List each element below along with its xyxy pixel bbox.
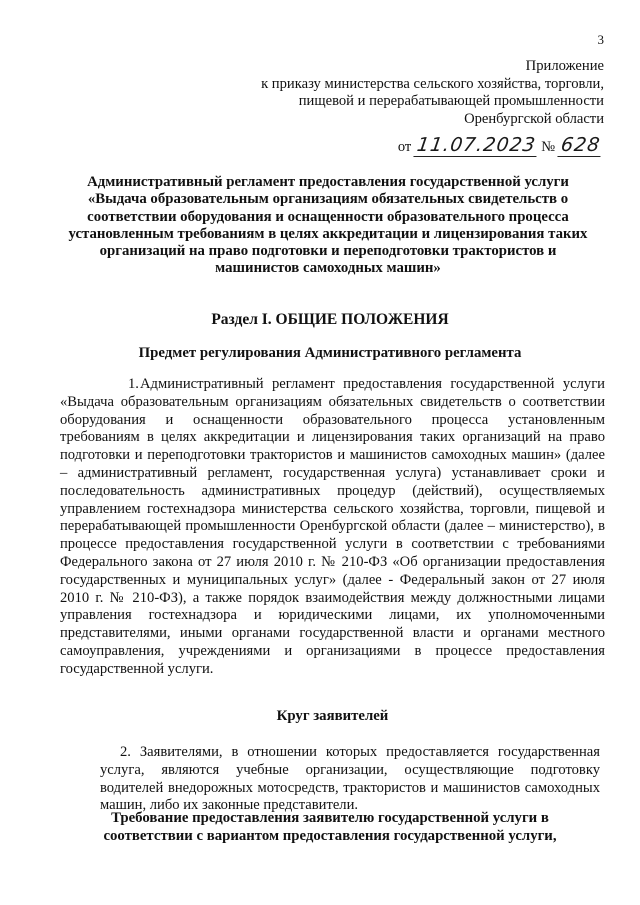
paragraph-text: Административный регламент предоставления государственной услуги «Выдача образовательным организациям обязательных свидетельств о соответствии оборудования и оснащенности образовательного процесса установленным требованиям в целях аккредитации и лицензирования таких организаций на право подготовки и переподготовки трактористов и машинистов самоходных машин» (далее – административный регламент, государственная услуга) устанавливает сроки и последовательность административных процедур (действий), осуществляемых управлением гостехнадзора министерства сельского хозяйства, торговли, пищевой и перерабатывающей промышленности Оренбургской области (далее – министерство), в процессе предоставления государственной услуги в соответствии с требованиями Федерального закона от 27 июля 2010 г. № 210-ФЗ «Об организации предоставления государственных и муниципальных услуг» (далее - Федеральный закон от 27 июля 2010 г. № 210-ФЗ), а также порядок взаимодействия между должностными лицами управления гостехнадзора и юридическими лицами, их уполномоченными представителями, иными органами государственной власти и органами местного самоуправления, учреждениями и организациями в процессе предоставления государственной услуги.	[60, 376, 605, 677]
appendix-block	[184, 58, 604, 128]
applicants-heading: Круг заявителей	[276, 708, 389, 724]
requirement-heading: Требование предоставления заявителю государственной услуги в соответствии с вариантом предоставления государственной услуги,	[103, 810, 557, 844]
document-title: Административный регламент предоставления государственной услуги «Выдача образовательным организациям обязательных свидетельств о соответствии оборудования и оснащенности образовательного процесса установленным требованиям в целях аккредитации и лицензирования таких организаций на право подготовки и переподготовки трактористов и машинистов самоходных машин»	[68, 174, 588, 277]
order-date-handwritten: 11.07.2023	[413, 134, 539, 157]
appendix-line: Оренбургской области	[464, 110, 604, 127]
appendix-line: пищевой и перерабатывающей промышленности	[298, 93, 604, 109]
appendix-title: Приложение	[525, 58, 604, 74]
order-from-label: от	[397, 139, 412, 155]
order-reference	[398, 134, 602, 157]
section-title: Раздел I. ОБЩИЕ ПОЛОЖЕНИЯ	[211, 311, 449, 328]
appendix-line: к приказу министерства сельского хозяйства, торговли,	[261, 75, 604, 92]
paragraph-2: 2. Заявителями, в отношении которых предоставляется государственная услуга, являются учебные организации, осуществляющие подготовку водителей внедорожных мотосредств, трактористов и машинистов самоходных машин, либо их законные представители.	[100, 744, 600, 814]
subject-heading: Предмет регулирования Административного регламента	[138, 345, 522, 361]
page-number: 3	[597, 32, 604, 47]
paragraph-1	[60, 376, 605, 679]
order-number-label: №	[541, 139, 556, 155]
order-number-handwritten: 628	[557, 134, 603, 157]
paragraph-number: 1.	[128, 376, 139, 392]
